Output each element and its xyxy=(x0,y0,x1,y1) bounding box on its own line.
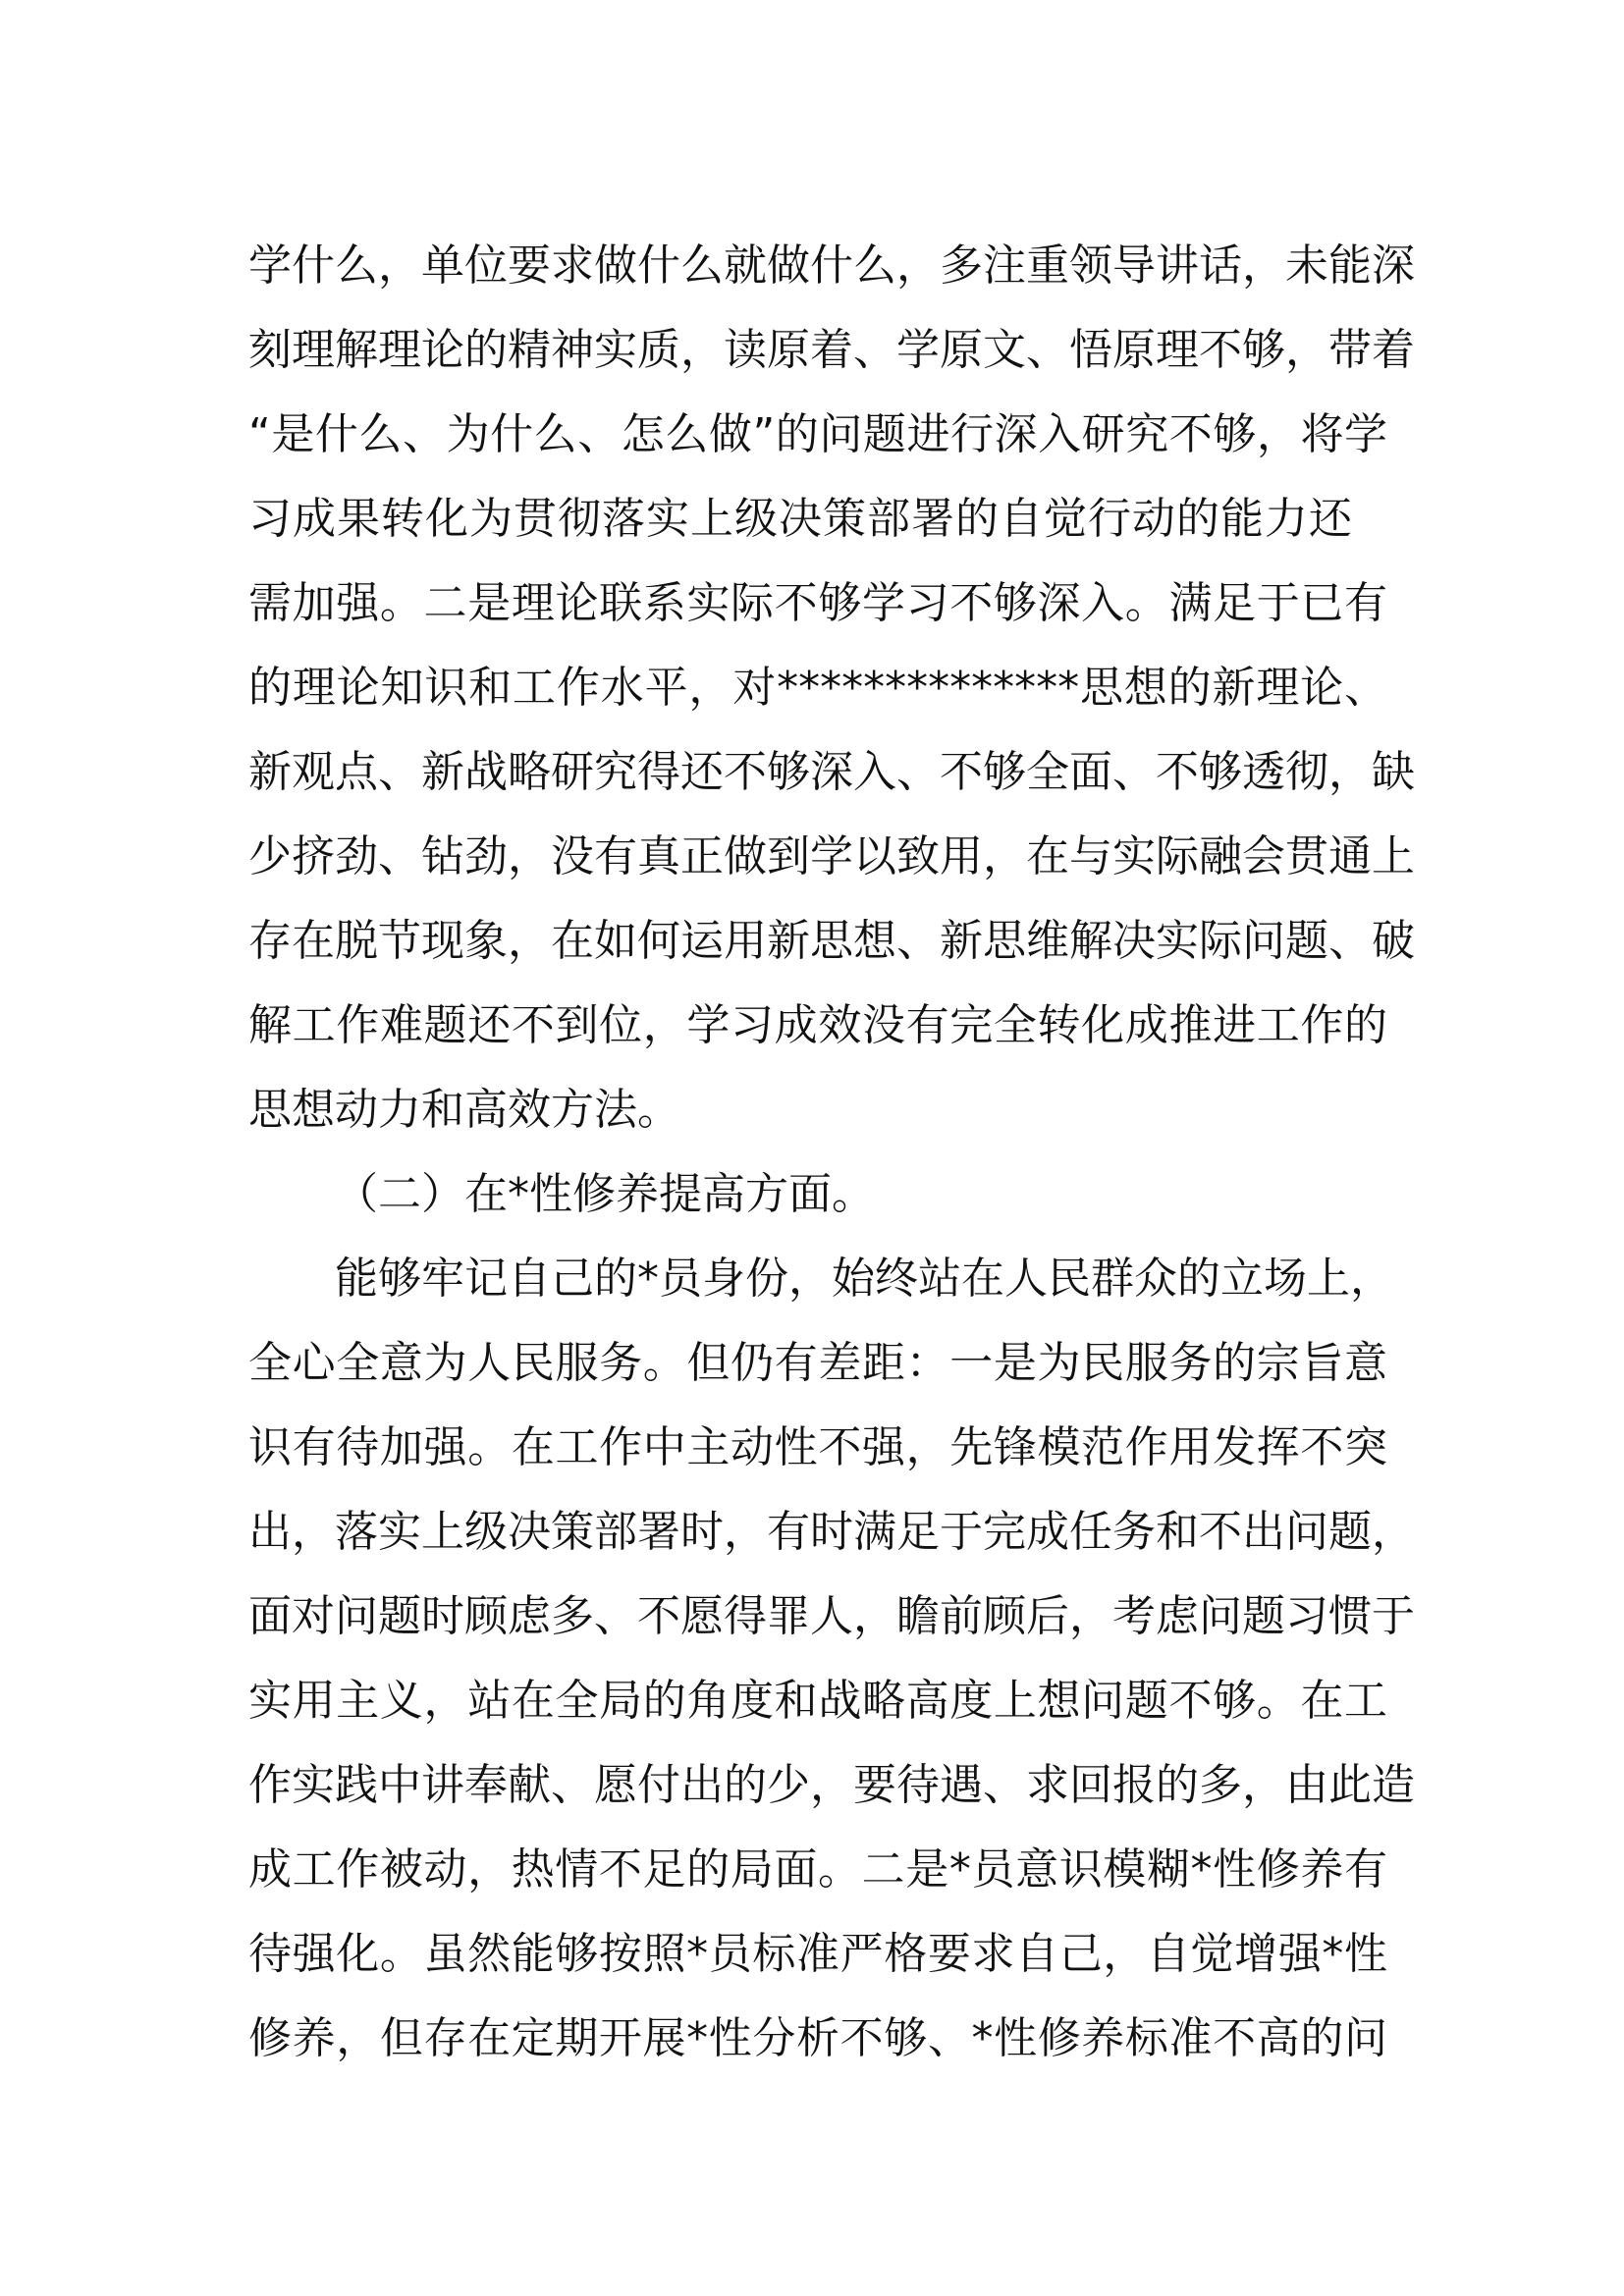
text-line: 实用主义，站在全局的角度和战略高度上想问题不够。在工 xyxy=(248,1676,1387,1726)
section-heading: （二）在*性修养提高方面。 xyxy=(335,1169,875,1219)
text-line: 的理论知识和工作水平，对**************思想的新理论、 xyxy=(248,663,1387,713)
text-line: 解工作难题还不到位，学习成效没有完全转化成推进工作的 xyxy=(248,1000,1387,1050)
text-line: 能够牢记自己的*员身份，始终站在人民群众的立场上， xyxy=(335,1254,1393,1304)
text-line: 少挤劲、钻劲，没有真正做到学以致用，在与实际融会贯通上 xyxy=(248,831,1415,881)
text-line: 存在脱节现象，在如何运用新思想、新思维解决实际问题、破 xyxy=(248,916,1415,966)
text-line: 识有待加强。在工作中主动性不强，先锋模范作用发挥不突 xyxy=(248,1422,1387,1472)
paragraph-party-cultivation xyxy=(248,1237,1415,2081)
text-line: 学什么，单位要求做什么就做什么，多注重领导讲话，未能深 xyxy=(248,240,1415,291)
text-line: 待强化。虽然能够按照*员标准严格要求自己，自觉增强*性 xyxy=(248,1929,1387,1979)
document-page xyxy=(248,224,1415,2081)
paragraph-theory-study xyxy=(248,224,1415,1152)
text-line: 需加强。二是理论联系实际不够学习不够深入。满足于已有 xyxy=(248,578,1387,628)
text-line: 思想动力和高效方法。 xyxy=(248,1085,680,1135)
text-line: 作实践中讲奉献、愿付出的少，要待遇、求回报的多，由此造 xyxy=(248,1760,1415,1810)
text-line: 新观点、新战略研究得还不够深入、不够全面、不够透彻，缺 xyxy=(248,747,1415,797)
text-line: 修养，但存在定期开展*性分析不够、*性修养标准不高的问 xyxy=(248,2013,1387,2063)
text-line: 出，落实上级决策部署时，有时满足于完成任务和不出问题， xyxy=(248,1507,1415,1557)
text-line: 成工作被动，热情不足的局面。二是*员意识模糊*性修养有 xyxy=(248,1844,1387,1895)
text-line: 习成果转化为贯彻落实上级决策部署的自觉行动的能力还 xyxy=(248,494,1353,544)
text-line: 面对问题时顾虑多、不愿得罪人，瞻前顾后，考虑问题习惯于 xyxy=(248,1591,1415,1641)
text-line: “是什么、为什么、怎么做”的问题进行深入研究不够，将学 xyxy=(248,409,1387,459)
text-line: 全心全意为人民服务。但仍有差距：一是为民服务的宗旨意 xyxy=(248,1338,1387,1388)
text-line: 刻理解理论的精神实质，读原着、学原文、悟原理不够，带着 xyxy=(248,325,1415,375)
